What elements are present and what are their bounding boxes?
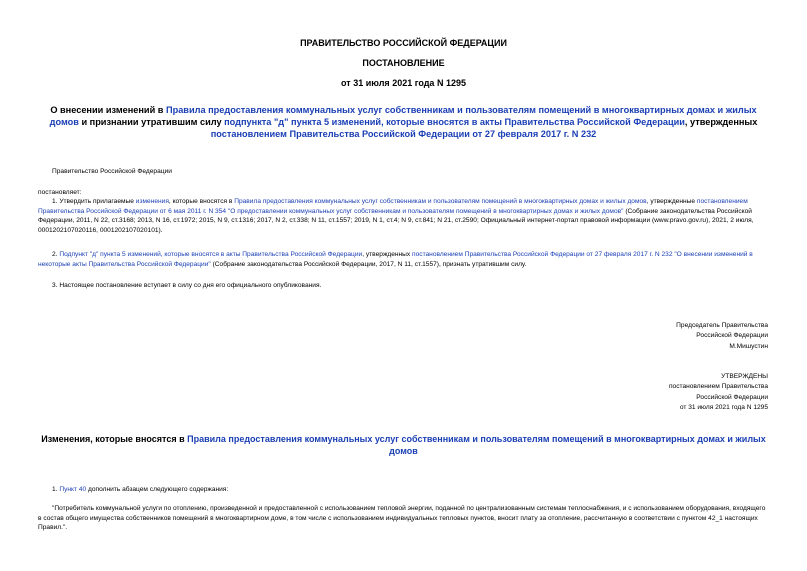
- paragraph-3: 3. Настоящее постановление вступает в силу со дня его официального опубликования.: [52, 282, 322, 289]
- p2-resolution-232-link[interactable]: постановлением Правительства Российской Федерации от 27 февраля 2017 г. N 232 "О внесении изменений в некоторые акты Правительства Российской Федерации": [38, 251, 753, 268]
- paragraph-2: [38, 250, 768, 269]
- approval-line-2: постановлением Правительства: [668, 383, 768, 391]
- rules-link[interactable]: Правила предоставления коммунальных услуг собственникам и пользователям помещений в многоквартирных домах и жилых домов: [49, 105, 757, 127]
- document-title: [40, 104, 767, 140]
- title-text-3: , утвержденных: [684, 117, 758, 127]
- signature-block: [560, 321, 768, 352]
- issuer: Правительство Российской Федерации: [52, 168, 172, 175]
- changes-title-text: Изменения, которые вносятся в: [41, 434, 188, 444]
- signature-name: М.Мишустин: [729, 342, 768, 350]
- p2-text-b: , утвержденных: [362, 251, 413, 258]
- approval-line-4: от 31 июля 2021 года N 1295: [679, 404, 768, 412]
- p2-subparagraph-link[interactable]: Подпункт "д" пункта 5 изменений, которые вносятся в акты Правительства Российской Федерации: [59, 251, 363, 258]
- approval-line-1: УТВЕРЖДЕНЫ: [721, 373, 768, 380]
- paragraph-1: [38, 197, 768, 235]
- document-date-number: от 31 июля 2021 года N 1295: [341, 78, 466, 88]
- changes-rules-link[interactable]: Правила предоставления коммунальных услуг собственникам и пользователям помещений в многоквартирных домах и жилых домов: [187, 434, 766, 456]
- p1-text-d: (Собрание законодательства Российской Федерации, 2011, N 22, ст.3168; 2013, N 16, ст.1972; 2015, N 9, ст.1316; 2017, N 2, ст.338; N 11, ст.1557; 2019, N 1, ст.4; N 9, ст.841; N 21, ст.2590; Официальный интернет-портал правовой информации (www.pravo.gov.ru), 2021, 2 июля, 0001202107020116, 0001202107020101).: [38, 207, 754, 234]
- clause-40-link[interactable]: Пункт 40: [59, 486, 87, 493]
- approval-line-3: Российской Федерации: [696, 393, 768, 401]
- document-type: ПОСТАНОВЛЕНИЕ: [362, 58, 445, 68]
- p1-text-b: , которые вносятся в: [168, 198, 235, 205]
- item1-prefix: 1.: [52, 486, 60, 493]
- changes-link[interactable]: изменения: [135, 198, 169, 205]
- signature-line-1: Председатель Правительства: [676, 322, 768, 329]
- resolution-232-link[interactable]: постановлением Правительства Российской Федерации от 27 февраля 2017 г. N 232: [210, 129, 597, 139]
- title-text-2: и признании утратившим силу: [78, 117, 225, 127]
- changes-title: [40, 433, 767, 457]
- resolves-label: постановляет:: [38, 189, 82, 196]
- change-quote: "Потребитель коммунальной услуги по отоплению, произведенной и предоставленной с использованием тепловой энергии, поданной по централизованным системам теплоснабжения, и с использованием оборудования, входящего в состав общего имущества собственников помещений в многоквартирном доме, в том числе с использованием индивидуальных тепловых пунктов, вносит плату за отопление, рассчитанную в соответствии с пунктом 42_1 настоящих Правил.".: [38, 505, 766, 532]
- p2-text-c: (Собрание законодательства Российской Федерации, 2017, N 11, ст.1557), признать утратившим силу.: [210, 260, 527, 268]
- resolution-354-link[interactable]: постановлением Правительства Российской Федерации от 6 мая 2011 г. N 354 "О предоставлении коммунальных услуг собственникам и пользователям помещений в многоквартирных домах и жилых домов": [38, 198, 748, 215]
- p1-text-c: , утвержденные: [646, 198, 697, 205]
- title-text-1: О внесении изменений в: [50, 105, 166, 115]
- signature-line-2: Российской Федерации: [696, 332, 768, 340]
- change-item-1: [38, 485, 768, 495]
- p2-prefix: 2.: [52, 251, 60, 258]
- p1-text-a: 1. Утвердить прилагаемые: [52, 198, 136, 205]
- government-heading: ПРАВИТЕЛЬСТВО РОССИЙСКОЙ ФЕДЕРАЦИИ: [300, 38, 507, 48]
- approval-block: [560, 372, 768, 414]
- p1-rules-link[interactable]: Правила предоставления коммунальных услуг собственникам и пользователям помещений в многоквартирных домах и жилых домов: [234, 198, 647, 205]
- item1-text: дополнить абзацем следующего содержания:: [86, 486, 229, 493]
- subparagraph-link[interactable]: подпункта "д" пункта 5 изменений, которые вносятся в акты Правительства Российской Федерации: [224, 117, 685, 127]
